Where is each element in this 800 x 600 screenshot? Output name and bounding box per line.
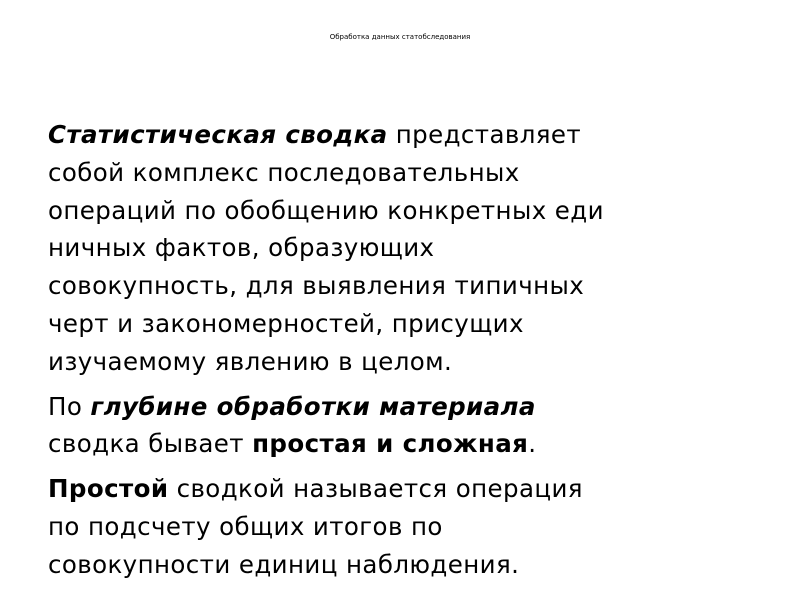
term-statistical-summary: Статистическая сводка xyxy=(48,120,388,149)
text-fragment: сводка бывает xyxy=(48,429,253,459)
text-line: операций по обобщению конкретных еди xyxy=(48,195,604,225)
text-line: изучаемому явлению в целом. xyxy=(48,346,453,376)
term-simple: Простой xyxy=(48,474,169,504)
text-line: ничных фактов, образующих xyxy=(48,233,435,263)
text-line: совокупности единиц наблюдения. xyxy=(48,549,520,579)
text-line: собой комплекс последовательных xyxy=(48,157,520,187)
text-line xyxy=(48,388,748,426)
text-fragment: По xyxy=(48,391,91,421)
text-line xyxy=(48,425,748,463)
text-line: по подсчету общих итогов по xyxy=(48,511,443,541)
paragraph-simple-summary xyxy=(48,470,748,583)
slide-body xyxy=(48,116,748,591)
text-line: черт и закономерностей, присущих xyxy=(48,308,524,338)
text-fragment: представляет xyxy=(387,120,582,149)
text-fragment: . xyxy=(528,429,537,459)
paragraph-processing-depth xyxy=(48,388,748,464)
paragraph-statistical-summary xyxy=(48,116,748,381)
text-line xyxy=(48,116,748,154)
term-summary-types: простая и сложная xyxy=(252,429,529,459)
text-line xyxy=(48,470,748,508)
term-processing-depth: глубине обработки материала xyxy=(90,391,536,421)
text-line: совокупность, для выявления типичных xyxy=(48,271,585,301)
text-fragment: сводкой называется операция xyxy=(168,474,583,504)
slide-title: Обработка данных статобследования xyxy=(329,33,471,41)
